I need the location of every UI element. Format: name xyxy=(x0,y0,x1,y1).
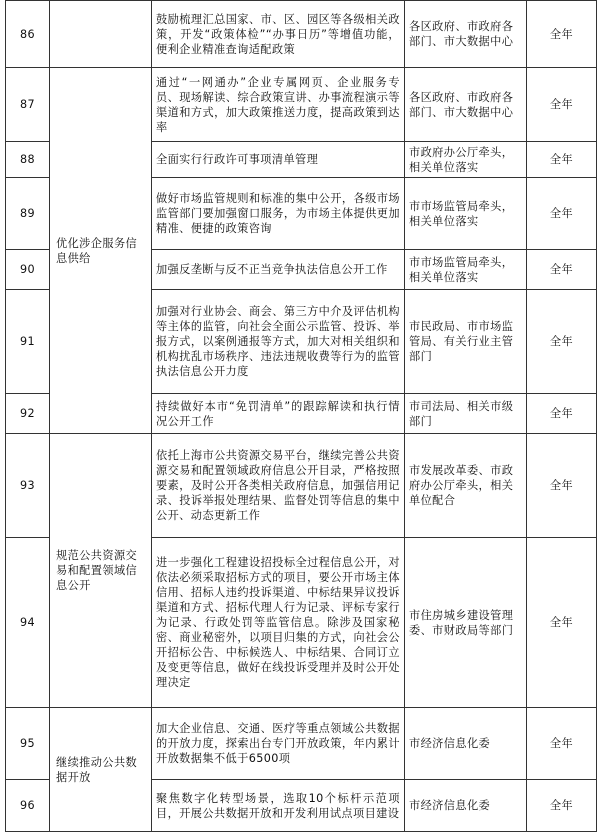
time-frame: 全年 xyxy=(527,434,597,538)
time-frame: 全年 xyxy=(527,250,597,290)
task-content: 进一步强化工程建设招投标全过程信息公开，对依法必须采取招标方式的项目，要公开市场主体信用、招标人违约投诉渠道、中标结果异议投诉渠道和方式、招标代理人行为记录、评标专家行为记录、行政处罚等监管信息。除涉及国家秘密、商业秘密外，以项目归集的方式，向社会公开招标公告、中标候选人、中标结果、合同订立及变更等信息，做好在线投诉受理并及时公开处理决定 xyxy=(152,538,405,708)
table-row xyxy=(6,708,597,780)
row-number: 94 xyxy=(6,538,50,708)
task-content: 加强对行业协会、商会、第三方中介及评估机构等主体的监管，向社会全面公示监管、投诉、举报方式，以案例通报等方式，加大对相关组织和机构扰乱市场秩序、违法违规收费等行为的监管执法信息公开力度 xyxy=(152,290,405,394)
row-number: 93 xyxy=(6,434,50,538)
task-content: 加大企业信息、交通、医疗等重点领域公共数据的开放力度，探索出台专门开放政策，年内累计开放数据集不低于6500项 xyxy=(152,708,405,780)
category-cell: 继续推动公共数据开放 xyxy=(50,708,152,832)
task-content: 鼓励梳理汇总国家、市、区、园区等各级相关政策，开发“政策体检”“办事日历”等增值功能，便利企业精准查询适配政策 xyxy=(152,1,405,68)
row-number: 86 xyxy=(6,1,50,68)
responsible-unit: 市经济信息化委 xyxy=(405,780,527,832)
responsible-unit: 市住房城乡建设管理委、市财政局等部门 xyxy=(405,538,527,708)
row-number: 88 xyxy=(6,142,50,178)
task-content: 通过“一网通办”企业专属网页、企业服务专员、现场解读、综合政策宣讲、办事流程演示等渠道和方式，加大政策推送力度，提高政策到达率 xyxy=(152,68,405,142)
responsible-unit: 市经济信息化委 xyxy=(405,708,527,780)
task-content: 聚焦数字化转型场景，选取10个标杆示范项目，开展公共数据开放和开发利用试点项目建设 xyxy=(152,780,405,832)
time-frame: 全年 xyxy=(527,394,597,434)
responsible-unit: 市民政局、市市场监管局、有关行业主管部门 xyxy=(405,290,527,394)
responsible-unit: 各区政府、市政府各部门、市大数据中心 xyxy=(405,1,527,68)
task-content: 加强反垄断与反不正当竞争执法信息公开工作 xyxy=(152,250,405,290)
table-row xyxy=(6,1,597,68)
row-number: 95 xyxy=(6,708,50,780)
row-number: 92 xyxy=(6,394,50,434)
category-cell xyxy=(50,1,152,68)
task-content: 依托上海市公共资源交易平台，继续完善公共资源交易和配置领域政府信息公开目录，严格按照要素，及时公开各类相关政府信息，加强信用记录、投诉举报处理结果、监督处罚等信息的集中公开、动态更新工作 xyxy=(152,434,405,538)
responsible-unit: 市司法局、相关市级部门 xyxy=(405,394,527,434)
responsible-unit: 市政府办公厅牵头，相关单位落实 xyxy=(405,142,527,178)
time-frame: 全年 xyxy=(527,538,597,708)
time-frame: 全年 xyxy=(527,142,597,178)
time-frame: 全年 xyxy=(527,290,597,394)
responsible-unit: 各区政府、市政府各部门、市大数据中心 xyxy=(405,68,527,142)
table-row xyxy=(6,434,597,538)
task-content: 持续做好本市“免罚清单”的跟踪解读和执行情况公开工作 xyxy=(152,394,405,434)
category-cell: 规范公共资源交易和配置领域信息公开 xyxy=(50,434,152,708)
responsible-unit: 市发展改革委、市政府办公厅牵头，相关单位配合 xyxy=(405,434,527,538)
category-cell: 优化涉企服务信息供给 xyxy=(50,68,152,434)
row-number: 90 xyxy=(6,250,50,290)
responsible-unit: 市市场监管局牵头，相关单位落实 xyxy=(405,250,527,290)
table-row xyxy=(6,68,597,142)
task-content: 全面实行行政许可事项清单管理 xyxy=(152,142,405,178)
task-content: 做好市场监管规则和标准的集中公开，各级市场监管部门要加强窗口服务，为市场主体提供更加精准、便捷的政策咨询 xyxy=(152,178,405,250)
time-frame: 全年 xyxy=(527,780,597,832)
time-frame: 全年 xyxy=(527,708,597,780)
row-number: 96 xyxy=(6,780,50,832)
task-table xyxy=(5,0,597,832)
time-frame: 全年 xyxy=(527,178,597,250)
row-number: 87 xyxy=(6,68,50,142)
time-frame: 全年 xyxy=(527,68,597,142)
time-frame: 全年 xyxy=(527,1,597,68)
row-number: 89 xyxy=(6,178,50,250)
responsible-unit: 市市场监管局牵头，相关单位落实 xyxy=(405,178,527,250)
row-number: 91 xyxy=(6,290,50,394)
